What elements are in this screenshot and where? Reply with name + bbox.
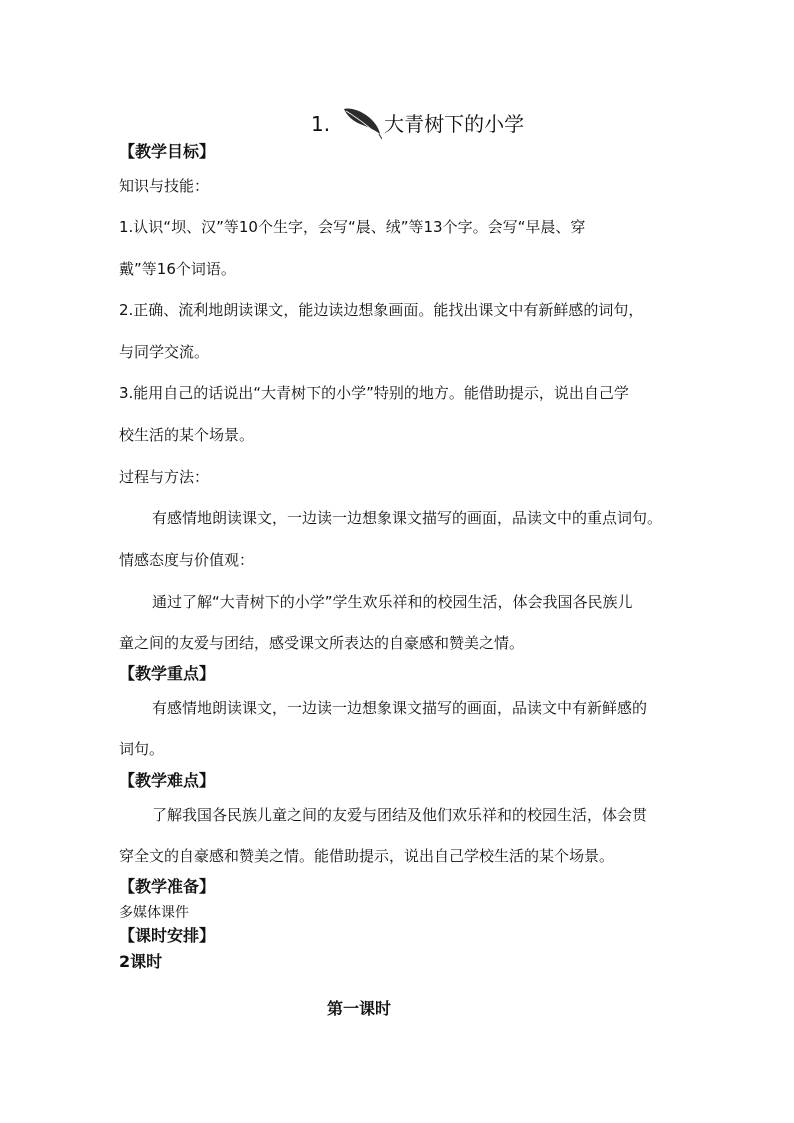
- title-number: 1.: [311, 112, 331, 136]
- keypoints-line-2: 词句。: [119, 740, 165, 758]
- prep-text: 多媒体课件: [119, 905, 189, 921]
- keypoints-heading: 【教学重点】: [119, 664, 216, 683]
- difficulty-line-1: 了解我国各民族儿童之间的友爱与团结及他们欢乐祥和的校园生活，体会贯: [152, 806, 648, 824]
- emotion-line-1: 通过了解“大青树下的小学”学生欢乐祥和的校园生活，体会我国各民族儿: [152, 593, 633, 611]
- process-text: 有感情地朗读课文，一边读一边想象课文描写的画面，品读文中的重点词句。: [152, 509, 663, 527]
- objective-2-line-2: 与同学交流。: [119, 343, 210, 361]
- objective-3-line-1: 3.能用自己的话说出“大青树下的小学”特别的地方。能借助提示，说出自己学: [119, 384, 629, 402]
- objective-3-line-2: 校生活的某个场景。: [119, 426, 255, 444]
- first-lesson-heading: 第一课时: [327, 999, 392, 1018]
- objective-1-line-1: 1.认识“坝、汉”等10个生字，会写“晨、绒”等13个字。会写“早晨、穿: [119, 218, 586, 236]
- objective-2-line-1: 2.正确、流利地朗读课文，能边读边想象画面。能找出课文中有新鲜感的词句，: [119, 301, 644, 319]
- feather-quill-icon: [342, 106, 382, 142]
- process-label: 过程与方法：: [119, 468, 210, 486]
- emotion-line-2: 童之间的友爱与团结，感受课文所表达的自豪感和赞美之情。: [119, 634, 525, 652]
- emotion-label: 情感态度与价值观：: [119, 551, 255, 569]
- knowledge-label: 知识与技能：: [119, 177, 210, 195]
- prep-heading: 【教学准备】: [119, 877, 216, 896]
- difficulty-heading: 【教学难点】: [119, 771, 216, 790]
- schedule-text: 2课时: [119, 952, 163, 971]
- difficulty-line-2: 穿全文的自豪感和赞美之情。能借助提示，说出自己学校生活的某个场景。: [119, 847, 615, 865]
- objective-1-line-2: 戴”等16个词语。: [119, 260, 236, 278]
- keypoints-line-1: 有感情地朗读课文，一边读一边想象课文描写的画面，品读文中有新鲜感的: [152, 699, 648, 717]
- page-title: [311, 106, 524, 142]
- objectives-heading: 【教学目标】: [119, 142, 216, 161]
- title-text: 大青树下的小学: [384, 112, 525, 136]
- schedule-heading: 【课时安排】: [119, 926, 216, 945]
